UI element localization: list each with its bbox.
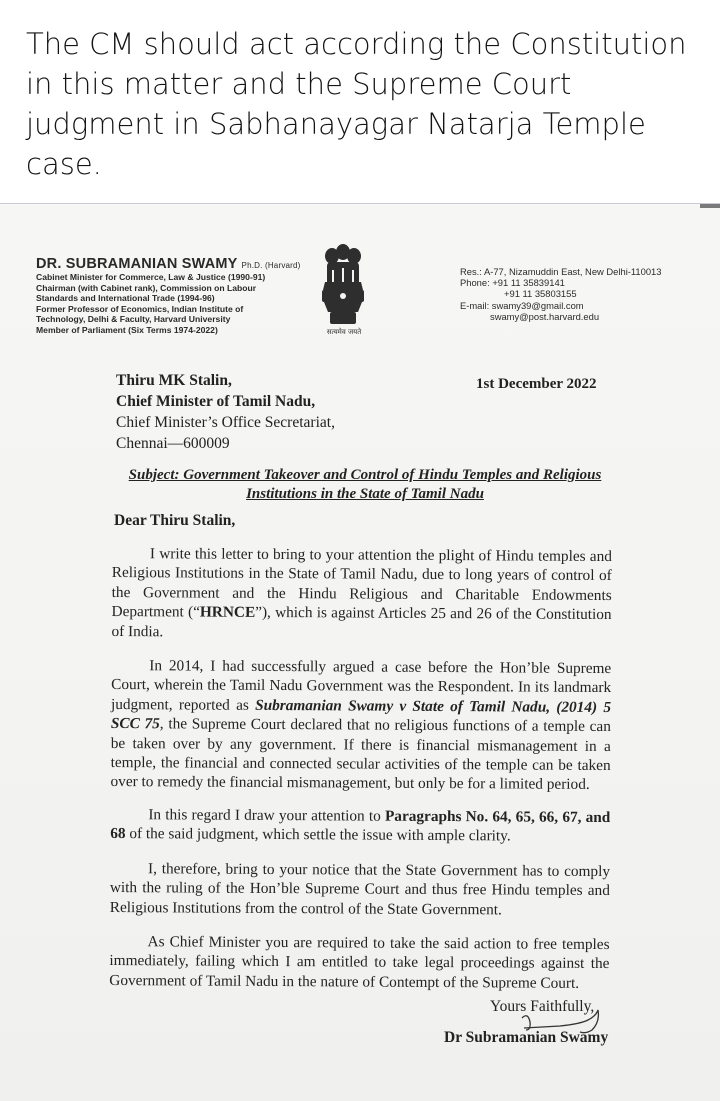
- letter-date: 1st December 2022: [476, 376, 597, 392]
- body-paragraph: [110, 656, 611, 795]
- paragraph-text: , the Supreme Court declared that no religious functions of a temple can be taken over by any government. If there is financial mismanagement in a temple, the financial and connected secular activities of the temple can be taken over to remedy the financial mismanagement, but only be for a limited period.: [110, 715, 611, 794]
- recipient-name: Thiru MK Stalin,: [116, 372, 232, 389]
- sender-name: DR. SUBRAMANIAN SWAMY: [36, 256, 238, 272]
- email-secondary: swamy@post.harvard.edu: [490, 310, 600, 322]
- case-citation: Subramanian Swamy v State of Tamil Nadu, (2014) 5 SCC 75: [110, 696, 612, 733]
- paragraph-text: In this regard I draw your attention to: [148, 806, 386, 825]
- signer-name: Dr Subramanian Swamy: [444, 1029, 609, 1046]
- phone-primary: Phone: +91 11 35839141: [460, 277, 565, 289]
- letterhead-line: Former Professor of Economics, Indian Institute of: [36, 303, 244, 314]
- letter-body: [109, 544, 612, 1008]
- recipient-title: Chief Minister of Tamil Nadu,: [116, 393, 316, 410]
- paragraph-text: of the said judgment, which settle the issue with ample clarity.: [125, 825, 511, 845]
- emblem-motto: सत्यमेव जयते: [326, 328, 362, 336]
- post-caption: The CM should act according the Constitution in this matter and the Supreme Court judgment in Sabhanayagar Natarja Temple case.: [26, 27, 687, 181]
- letterhead-line: Chairman (with Cabinet rank), Commission on Labour: [36, 282, 257, 293]
- paragraph-emphasis: Paragraphs No. 64, 65, 66, 67, and 68: [110, 807, 611, 843]
- body-paragraph: I, therefore, bring to your notice that the State Government has to comply with the ruling of the Hon’ble Supreme Court and thus free Hindu temples and Religious Institutions from the control of the State Government.: [109, 859, 611, 918]
- letterhead-line: Technology, Delhi & Faculty, Harvard University: [36, 314, 231, 324]
- recipient-office: Chief Minister’s Office Secretariat,: [116, 414, 335, 431]
- letter-page: [0, 203, 720, 1101]
- letterhead-name: [36, 256, 306, 272]
- subject-line: Institutions in the State of Tamil Nadu: [246, 486, 484, 502]
- email-primary: E-mail: swamy39@gmail.com: [460, 299, 584, 311]
- paragraph-text: ”), which is against Articles 25 and 26 of the Constitution of India.: [111, 604, 612, 640]
- sender-degree: Ph.D. (Harvard): [241, 261, 301, 270]
- letter-subject: [110, 466, 620, 504]
- recipient-city: Chennai—600009: [116, 435, 230, 452]
- body-paragraph: [111, 544, 612, 644]
- paragraph-text: In 2014, I had successfully argued a case before the Hon’ble Supreme Court, wherein the Tamil Nadu Government was the Respondent. In its landmark judgment, reported as: [110, 657, 612, 714]
- scroll-indicator: [700, 204, 720, 208]
- letterhead-line: Standards and International Trade (1994-96): [36, 293, 215, 303]
- paragraph-emphasis: HRNCE: [199, 603, 256, 622]
- letter-closing: Yours Faithfully,: [490, 998, 595, 1015]
- subject-line: Subject: Government Takeover and Control of Hindu Temples and Religious: [128, 467, 602, 483]
- body-paragraph: As Chief Minister you are required to take the said action to free temples immediately, failing which I am entitled to take legal proceedings against the Government of Tamil Nadu in the nature of Contempt of the Supreme Court.: [109, 933, 610, 992]
- letterhead-line: Cabinet Minister for Commerce, Law & Justice (1990-91): [36, 272, 266, 282]
- body-paragraph: [110, 805, 610, 847]
- letterhead-contact: [460, 266, 710, 322]
- salutation: Dear Thiru Stalin,: [114, 512, 236, 529]
- paragraph-text: I write this letter to bring to your attention the plight of Hindu temples and Religious Institutions in the State of Tamil Nadu, due to long years of control of the Government and the Hindu Religious and Charitable Endowments Department (“: [111, 545, 612, 621]
- residence-address: Res.: A-77, Nizamuddin East, New Delhi-110013: [460, 266, 662, 277]
- phone-secondary: +91 11 35803155: [504, 288, 577, 300]
- recipient-address: [116, 370, 436, 454]
- letterhead-left: [36, 256, 306, 335]
- letterhead-line: Member of Parliament (Six Terms 1974-2022): [36, 324, 218, 335]
